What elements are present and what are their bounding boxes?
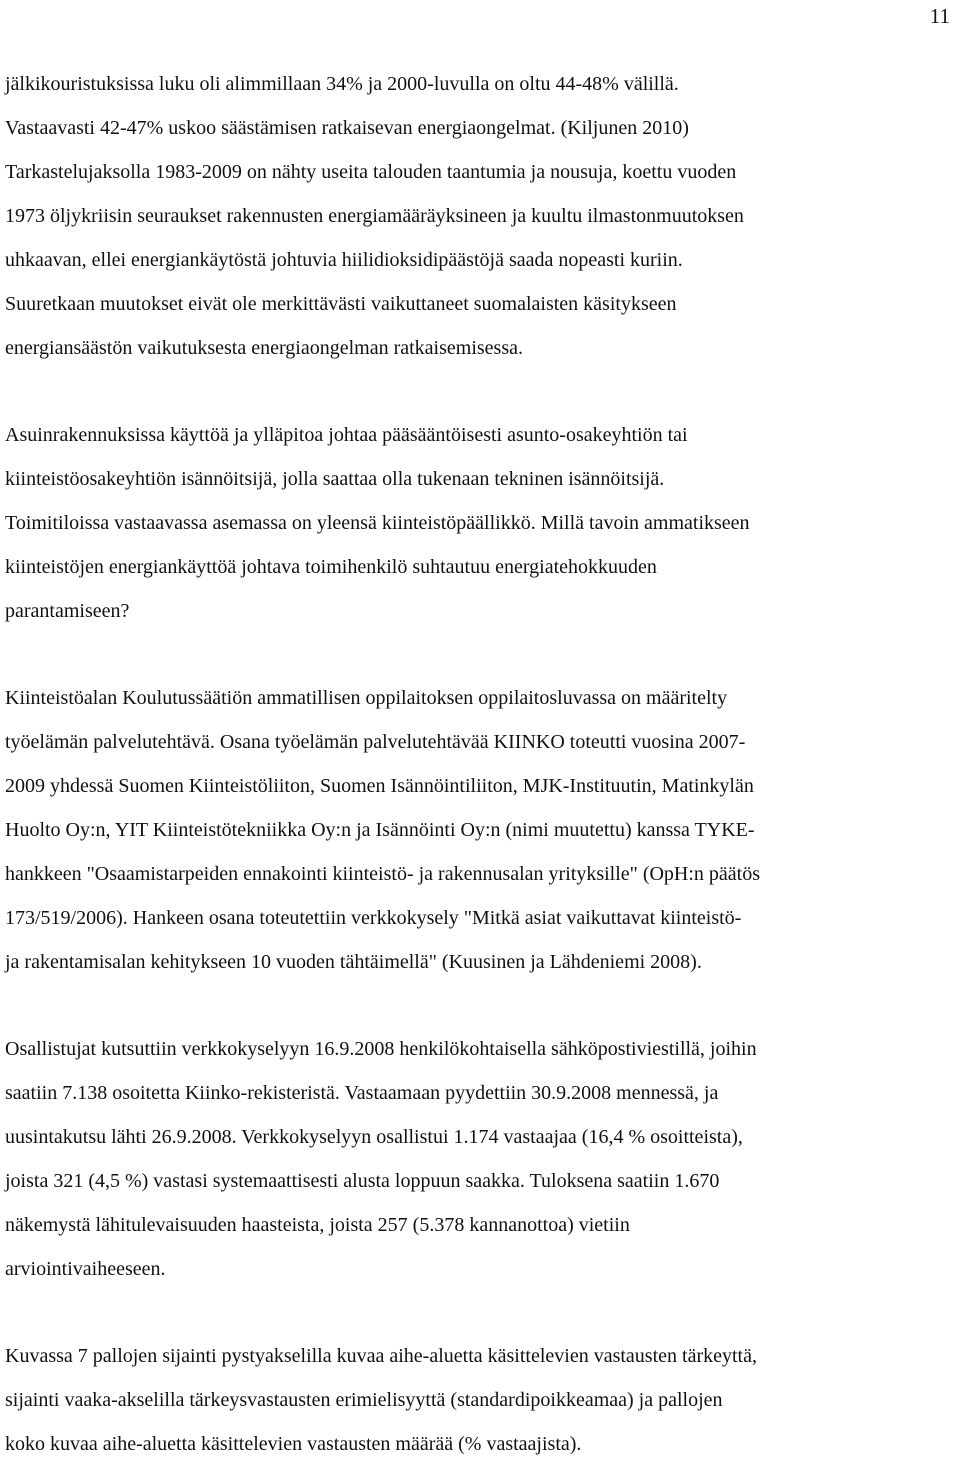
- text-line: uusintakutsu lähti 26.9.2008. Verkkokyselyyn osallistui 1.174 vastaajaa (16,4 % osoitteista),: [5, 1126, 743, 1148]
- document-body: [5, 62, 955, 1466]
- text-line: kiinteistöosakeyhtiön isännöitsijä, jolla saattaa olla tukenaan tekninen isännöitsijä.: [5, 468, 665, 490]
- paragraph-tyke-project: [5, 676, 955, 984]
- text-line: Huolto Oy:n, YIT Kiinteistötekniikka Oy:n ja Isännöinti Oy:n (nimi muutettu) kanssa TYKE-: [5, 819, 755, 841]
- paragraph-property-management: [5, 413, 955, 633]
- text-line: joista 321 (4,5 %) vastasi systemaattisesti alusta loppuun saakka. Tuloksena saatiin 1.670: [5, 1170, 720, 1192]
- text-line: 2009 yhdessä Suomen Kiinteistöliiton, Suomen Isännöintiliiton, MJK-Instituutin, Matinkylän: [5, 775, 754, 797]
- text-line: kiinteistöjen energiankäyttöä johtava toimihenkilö suhtautuu energiatehokkuuden: [5, 556, 657, 578]
- text-line: sijainti vaaka-akselilla tärkeysvastausten erimielisyyttä (standardipoikkeamaa) ja pallojen: [5, 1389, 723, 1411]
- text-line: saatiin 7.138 osoitetta Kiinko-rekisteristä. Vastaamaan pyydettiin 30.9.2008 mennessä, ja: [5, 1082, 719, 1104]
- text-line: uhkaavan, ellei energiankäytöstä johtuvia hiilidioksidipäästöjä saada nopeasti kuriin.: [5, 249, 683, 271]
- text-line: energiansäästön vaikutuksesta energiaongelman ratkaisemisessa.: [5, 337, 523, 359]
- text-line: Kuvassa 7 pallojen sijainti pystyakselilla kuvaa aihe-aluetta käsittelevien vastausten tärkeyttä,: [5, 1345, 757, 1367]
- text-line: 1973 öljykriisin seuraukset rakennusten energiamääräyksineen ja kuultu ilmastonmuutoksen: [5, 205, 744, 227]
- text-line: koko kuvaa aihe-aluetta käsittelevien vastausten määrää (% vastaajista).: [5, 1433, 582, 1455]
- text-line: Vastaavasti 42-47% uskoo säästämisen ratkaisevan energiaongelmat. (Kiljunen 2010): [5, 117, 689, 139]
- page-number: 11: [929, 4, 950, 28]
- text-line: ja rakentamisalan kehitykseen 10 vuoden tähtäimellä" (Kuusinen ja Lähdeniemi 2008).: [5, 951, 702, 973]
- text-line: hankkeen "Osaamistarpeiden ennakointi kiinteistö- ja rakennusalan yrityksille" (OpH:n päätös: [5, 863, 761, 885]
- text-line: näkemystä lähitulevaisuuden haasteista, joista 257 (5.378 kannanottoa) vietiin: [5, 1214, 630, 1236]
- paragraph-spacer: [5, 370, 955, 413]
- text-line: arviointivaiheeseen.: [5, 1258, 166, 1280]
- text-line: 173/519/2006). Hankeen osana toteutettiin verkkokysely "Mitkä asiat vaikuttavat kiinteistö-: [5, 907, 742, 929]
- text-line: Toimitiloissa vastaavassa asemassa on yleensä kiinteistöpäällikkö. Millä tavoin ammatikseen: [5, 512, 750, 534]
- paragraph-energy-attitudes: [5, 62, 955, 370]
- paragraph-spacer: [5, 1291, 955, 1334]
- paragraph-figure-description: [5, 1334, 955, 1466]
- paragraph-spacer: [5, 633, 955, 676]
- text-line: Tarkastelujaksolla 1983-2009 on nähty useita talouden taantumia ja nousuja, koettu vuoden: [5, 161, 737, 183]
- text-line: jälkikouristuksissa luku oli alimmillaan 34% ja 2000-luvulla on oltu 44-48% välillä.: [5, 73, 679, 95]
- text-line: parantamiseen?: [5, 600, 130, 622]
- paragraph-survey-participants: [5, 1027, 955, 1291]
- text-line: työelämän palvelutehtävä. Osana työelämän palvelutehtävää KIINKO toteutti vuosina 2007-: [5, 731, 746, 753]
- text-line: Osallistujat kutsuttiin verkkokyselyyn 16.9.2008 henkilökohtaisella sähköpostiviestillä, joihin: [5, 1038, 757, 1060]
- text-line: Asuinrakennuksissa käyttöä ja ylläpitoa johtaa pääsääntöisesti asunto-osakeyhtiön tai: [5, 424, 688, 446]
- text-line: Kiinteistöalan Koulutussäätiön ammatillisen oppilaitoksen oppilaitosluvassa on määritelty: [5, 687, 728, 709]
- paragraph-spacer: [5, 984, 955, 1027]
- text-line: Suuretkaan muutokset eivät ole merkittävästi vaikuttaneet suomalaisten käsitykseen: [5, 293, 677, 315]
